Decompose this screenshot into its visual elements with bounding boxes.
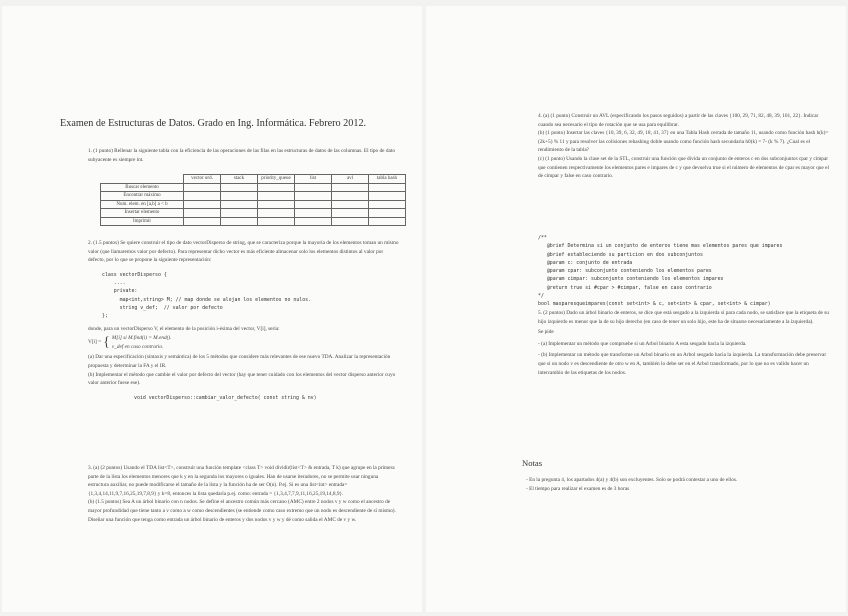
- question-5-intro: 5. (2 puntos) Dado un árbol binario de enteros, se dice que está sesgado a la izquierda si para cada nodo, se satisface que la etiqueta de su hijo izquierdo es menor que la de su hijo derecho (en caso de tener un solo hijo, este ha de situarse necesariamente a la izquierda).: [538, 310, 829, 325]
- code-line: private:: [102, 288, 138, 295]
- part-b: - (b) Implementar un método que transforme un Arbol binario en un Arbol sesgado hacia la izquierda. La transformación debe preservar que si un nodo v es descendiente de otro w en A, también lo debe ser en el Arbol transformado, por lo que no es valido hacer un intercambio de las etiquetas de los nodos.: [538, 352, 827, 376]
- table-cell: [295, 217, 332, 226]
- question-1-text: 1. (1 punto) Rellenar la siguiente tabla con la eficiencia de las operaciones de las filas en las estructuras de datos de las columnas. El tipo de dato subyacente es siempre int.: [88, 148, 395, 163]
- se-pide: Se pide: [538, 329, 554, 336]
- table-cell: [258, 217, 295, 226]
- table-cell: [369, 217, 406, 226]
- code-line: @return true si #cpar > #cimpar, false en caso contrario: [538, 284, 712, 291]
- question-4: [538, 112, 834, 181]
- exam-title: Examen de Estructuras de Datos. Grado en Ing. Informática. Febrero 2012.: [60, 118, 367, 129]
- part-b: (b) Implementar el método que cambie el valor por defecto del vector (hay que tener cuidado con los elementos del vector disperso anterior cuyo valor anterior fuese ese).: [88, 371, 396, 387]
- code-line: @brief estableciendo su particion en dos subconjuntos: [538, 251, 703, 258]
- column-header: list: [295, 175, 332, 184]
- code-line: */: [538, 293, 544, 300]
- efficiency-table: [100, 174, 406, 226]
- formula-case: v_def en caso contrario.: [111, 343, 164, 350]
- code-line: @brief Determina si un conjunto de enteros tiene mas elementos pares que impares: [538, 243, 783, 250]
- table-row: [101, 217, 406, 226]
- table-cell: [184, 209, 221, 218]
- definition-text: donde, para un vectorDisperso V, el elemento de la posición i-ésima del vector, V[i], sería:: [88, 325, 280, 332]
- table-cell: [332, 183, 369, 192]
- table-cell: [184, 183, 221, 192]
- table-row: [101, 200, 406, 209]
- part-c: (c) (1 punto) Usando la clase set de la STL, construir una función que divida un conjunto de enteros c en dos subconjuntos cpar y cimpar que contienen respectivamente los elementos pares e impares de c y que devuelva true si el número de elementos de cpar es mayor que el de cimpar y false en caso contrario.: [538, 155, 829, 180]
- formula: [88, 334, 400, 351]
- column-header: tabla hash: [369, 175, 406, 184]
- table-cell: [332, 200, 369, 209]
- table-header-row: [101, 175, 406, 184]
- table-cell: [221, 217, 258, 226]
- note-item: - El tiempo para realizar el examen es de 3 horas: [526, 485, 630, 492]
- column-header: vector ord.: [184, 175, 221, 184]
- formula-case: M[i] si M.find(i) = M.end().: [111, 335, 172, 342]
- part-b: (b) (1 punto) Insertar las claves {10, 39, 6, 32, 49, 18, 41, 37} en una Tabla Hash cerrada de tamaño 11, usando como función hash h(k)=(2k+5) % 11 y para resolver las colisiones rehashing doble usando como función hash secundaria h0(k) = 7- (k % 7). ¿Cual es el rendimiento de la tabla?: [538, 130, 829, 154]
- table-cell: [184, 200, 221, 209]
- code-line: @param c: conjunto de entrada: [538, 259, 633, 266]
- table-cell: [332, 209, 369, 218]
- table-cell: [258, 183, 295, 192]
- row-label: Insertar elemento: [101, 209, 184, 218]
- code-line: ....: [102, 280, 126, 287]
- row-label: Imprimir: [101, 217, 184, 226]
- question-3: [88, 464, 400, 524]
- code-line: /**: [538, 235, 547, 241]
- table-row: [101, 209, 406, 218]
- brace-glyph: {: [103, 334, 110, 350]
- table-cell: [221, 209, 258, 218]
- table-cell: [221, 183, 258, 192]
- row-label: Encontrar máximo: [101, 192, 184, 201]
- formula-lhs: V[i] =: [88, 339, 102, 346]
- table-cell: [221, 200, 258, 209]
- code-line: class vectorDisperso {: [102, 271, 167, 278]
- table-cell: [258, 192, 295, 201]
- table-cell: [295, 200, 332, 209]
- left-page: [2, 6, 422, 612]
- code-line: map<int,string> M; // map donde se alojan los elementos no nulos.: [102, 296, 312, 303]
- table-cell: [369, 183, 406, 192]
- table-cell: [184, 192, 221, 201]
- part-a: (a) Dar una especificación (sintaxis y semántica) de los 5 métodos que considere más relevantes de ese nuevo TDA. Analizar la representación propuesta y determinar la FA y el IR.: [88, 354, 391, 369]
- column-header: priority_queue: [258, 175, 295, 184]
- code-block: [538, 234, 844, 309]
- table-cell: [332, 217, 369, 226]
- table-cell: [258, 200, 295, 209]
- table-cell: [369, 209, 406, 218]
- code-line: @param cimpar: subconjunto conteniendo los elementos impares: [538, 276, 724, 283]
- column-header: stack: [221, 175, 258, 184]
- code-line: @param cpar: subconjunto conteniendo los elementos pares: [538, 268, 712, 275]
- table-row: [101, 183, 406, 192]
- part-a: 4. (a) (1 punto) Construir un AVL (especificando los pasos seguidos) a partir de las claves {100, 29, 71, 82, 48, 39, 101, 22}. Indicar cuando sea necesario el tipo de rotación que se usa para equilibrar.: [538, 113, 819, 128]
- code-line: string v_def; // valor por defecto: [102, 304, 223, 311]
- part-b: (b) (1.5 puntos) Sea A un árbol binario con n nodos. Se define el ancestro común más cercano (AMC) entre 2 nodos v y w como el ancestro de mayor profundidad que tiene tanto a v como a w como descendientes (se entiende como caso extremo que un nodo es descendiente de sí mismo). Diseñar una función que tenga como entrada un árbol binario de enteros y dos nodos v y w y dé como salida el AMC de v y w.: [88, 499, 396, 523]
- row-label: Buscar elemento: [101, 183, 184, 192]
- column-header: avl: [332, 175, 369, 184]
- table-cell: [295, 209, 332, 218]
- table-cell: [369, 200, 406, 209]
- table-cell: [221, 192, 258, 201]
- right-page: [426, 6, 846, 612]
- question-5: [538, 309, 834, 377]
- part-a: - (a) Implementar un método que compruebe si un Arbol binario A esta sesgado hacia la izquierda.: [538, 340, 747, 347]
- table-cell: [369, 192, 406, 201]
- notes-heading: Notas: [522, 458, 543, 468]
- code-block: [102, 271, 400, 321]
- question-2-intro: 2. (1.5 puntos) Se quiere construir el tipo de dato vectorDisperso de string, que se caracteriza porque la mayoría de los elementos toman un mismo valor (que llamaremos valor por defecto). Para representar dicho vector es más eficiente almacenar solo los elementos distintos al valor por defecto, por lo que se propone la siguiente representación:: [88, 240, 399, 264]
- row-label: Num. elem. en [a,b] a < b: [101, 200, 184, 209]
- code-line: bool masparesqueimpares(const set<int> & c, set<int> & cpar, set<int> & cimpar): [538, 301, 771, 308]
- table-cell: [258, 209, 295, 218]
- note-item: - En la pregunta 4, los apartados 4(a) y 4(b) son excluyentes. Solo se podrá contestar a uno de ellos.: [526, 477, 738, 483]
- table-cell: [295, 183, 332, 192]
- code-line: };: [102, 313, 108, 320]
- table-cell: [295, 192, 332, 201]
- table-row: [101, 192, 406, 201]
- notes-list: [526, 476, 832, 493]
- method-signature: void vectorDisperso::cambiar_valor_defecto( const string & nv): [134, 394, 317, 401]
- table-cell: [184, 217, 221, 226]
- part-a: 3. (a) (2 puntos) Usando el TDA list<T>, construir una función template <class T> void dividir(list<T> & entrada, T k) que agrupe en la primera parte de la lista los elementos menores que k y en la segunda los mayores o iguales. Han de usarse iteradores, no se permite usar ninguna estructura auxiliar, no puede modificarse el tamaño de la lista y la función ha de ser O(n). P.ej. Si es una list<int> entrada={1,3,4,14,11,9,7,16,25,19,7,8,9} y k=8, entonces la lista quedaría p.ej. como: entrada = {1,3,4,7,7,9,11,16,25,19,14,8,9}.: [88, 465, 395, 497]
- table-cell: [332, 192, 369, 201]
- question-2: [88, 239, 400, 402]
